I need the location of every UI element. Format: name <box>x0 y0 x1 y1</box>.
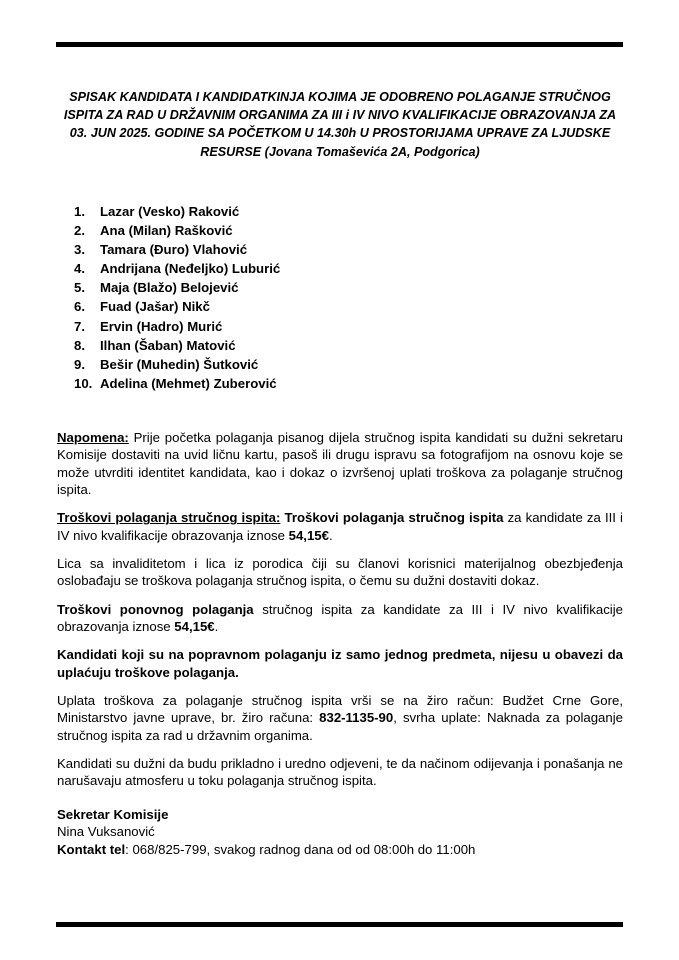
costs-label: Troškovi polaganja stručnog ispita: <box>57 510 281 526</box>
retake-amount: 54,15€ <box>174 619 215 635</box>
signature-name: Nina Vuksanović <box>57 824 155 840</box>
costs-paragraph <box>57 509 623 544</box>
list-item <box>74 278 280 297</box>
costs-amount: 54,15€ <box>288 527 329 543</box>
retake-paragraph <box>57 601 623 636</box>
payment-text-2: , svrha uplate: Naknada za polaganje stručnog ispita za rad u državnim organima. <box>57 710 623 743</box>
payment-text: Uplata troškova za polaganje stručnog ispita vrši se na žiro račun: Budžet Crne Gore, Ministarstvo javne uprave, br. žiro računa: <box>57 692 623 726</box>
list-number: 3. <box>74 242 85 258</box>
makeup-paragraph: Kandidati koji su na popravnom polaganju iz samo jednog predmeta, nijesu u obavezi da uplaćuju troškove polaganja. <box>57 647 623 680</box>
list-item <box>74 374 280 393</box>
list-number: 8. <box>74 337 85 353</box>
candidate-name: Ilhan (Šaban) Matović <box>100 337 236 353</box>
list-item <box>74 221 280 240</box>
candidate-name: Maja (Blažo) Belojević <box>100 280 239 296</box>
candidate-name: Bešir (Muhedin) Šutković <box>100 356 259 372</box>
retake-bold: Troškovi ponovnog polaganja <box>57 601 254 617</box>
note-label: Napomena: <box>57 430 129 445</box>
candidate-name: Andrijana (Neđeljko) Luburić <box>100 261 281 277</box>
note-text: Prije početka polaganja pisanog dijela stručnog ispita kandidati su dužni sekretaru Komisije dostaviti na uvid ličnu kartu, pasoš ili drugu ispravu sa fotografijom na osnovu koje se može utvrditi identitet kandidata, kao i dokaz o izvršenoj uplati troškova za polaganje stručnog ispita. <box>57 430 623 498</box>
list-item <box>74 317 280 336</box>
note-paragraph <box>57 429 623 499</box>
costs-end: . <box>328 527 333 543</box>
list-number: 9. <box>74 356 85 372</box>
exempt-paragraph: Lica sa invaliditetom i lica iz porodica čiji su članovi korisnici materijalnog obezbjeđenja oslobađaju se troškova polaganja stručnog ispita, o čemu su dužni dostaviti dokaz. <box>57 556 623 589</box>
bottom-rule <box>56 922 623 927</box>
retake-text: stručnog ispita za kandidate za III i IV nivo kvalifikacije obrazovanja iznose <box>57 601 623 635</box>
list-item <box>74 202 280 221</box>
list-item <box>74 336 280 355</box>
signature-role: Sekretar Komisije <box>57 807 169 822</box>
list-number: 6. <box>74 299 85 315</box>
list-number: 5. <box>74 280 85 296</box>
candidate-name: Ervin (Hadro) Murić <box>100 318 223 334</box>
payment-account: 832-1135-90 <box>319 710 394 726</box>
document-title: SPISAK KANDIDATA I KANDIDATKINJA KOJIMA JE ODOBRENO POLAGANJE STRUČNOG ISPITA ZA RAD U DRŽAVNIM ORGANIMA ZA III i IV NIVO KVALIFIKACIJE OBRAZOVANJA ZA 03. JUN 2025. GODINE SA POČETKOM U 14.30h U PROSTORIJAMA UPRAVE ZA LJUDSKE RESURSE (Jovana Tomaševića 2A, Podgorica) <box>63 90 617 159</box>
list-item <box>74 355 280 374</box>
payment-paragraph <box>57 692 623 744</box>
candidate-name: Tamara (Đuro) Vlahović <box>100 242 248 258</box>
candidate-name: Lazar (Vesko) Raković <box>100 204 240 219</box>
contact-text: : 068/825-799, svakog radnog dana od od 08:00h do 11:00h <box>125 841 476 857</box>
candidate-name: Adelina (Mehmet) Zuberović <box>100 375 277 391</box>
candidate-name: Fuad (Jašar) Nikč <box>100 299 210 315</box>
costs-text: za kandidate za III i IV nivo kvalifikacije obrazovanja iznose <box>57 510 623 543</box>
list-number: 10. <box>74 375 93 391</box>
candidate-name: Ana (Milan) Rašković <box>100 223 233 239</box>
retake-end: . <box>214 619 219 635</box>
list-item <box>74 297 280 316</box>
contact-label: Kontakt tel <box>57 841 126 857</box>
costs-bold: Troškovi polaganja stručnog ispita <box>280 510 504 526</box>
signature-block <box>57 806 475 858</box>
list-number: 7. <box>74 318 85 334</box>
contact-line <box>57 841 475 858</box>
dress-paragraph: Kandidati su dužni da budu prikladno i uredno odjeveni, te da načinom odijevanja i ponašanja ne narušavaju atmosferu u toku polaganja stručnog ispita. <box>57 755 623 789</box>
document-body <box>57 429 623 800</box>
list-number: 1. <box>74 204 85 219</box>
list-item <box>74 259 280 278</box>
top-rule <box>56 42 623 47</box>
candidate-list <box>74 202 280 393</box>
list-number: 2. <box>74 223 85 239</box>
list-number: 4. <box>74 261 85 277</box>
list-item <box>74 240 280 259</box>
